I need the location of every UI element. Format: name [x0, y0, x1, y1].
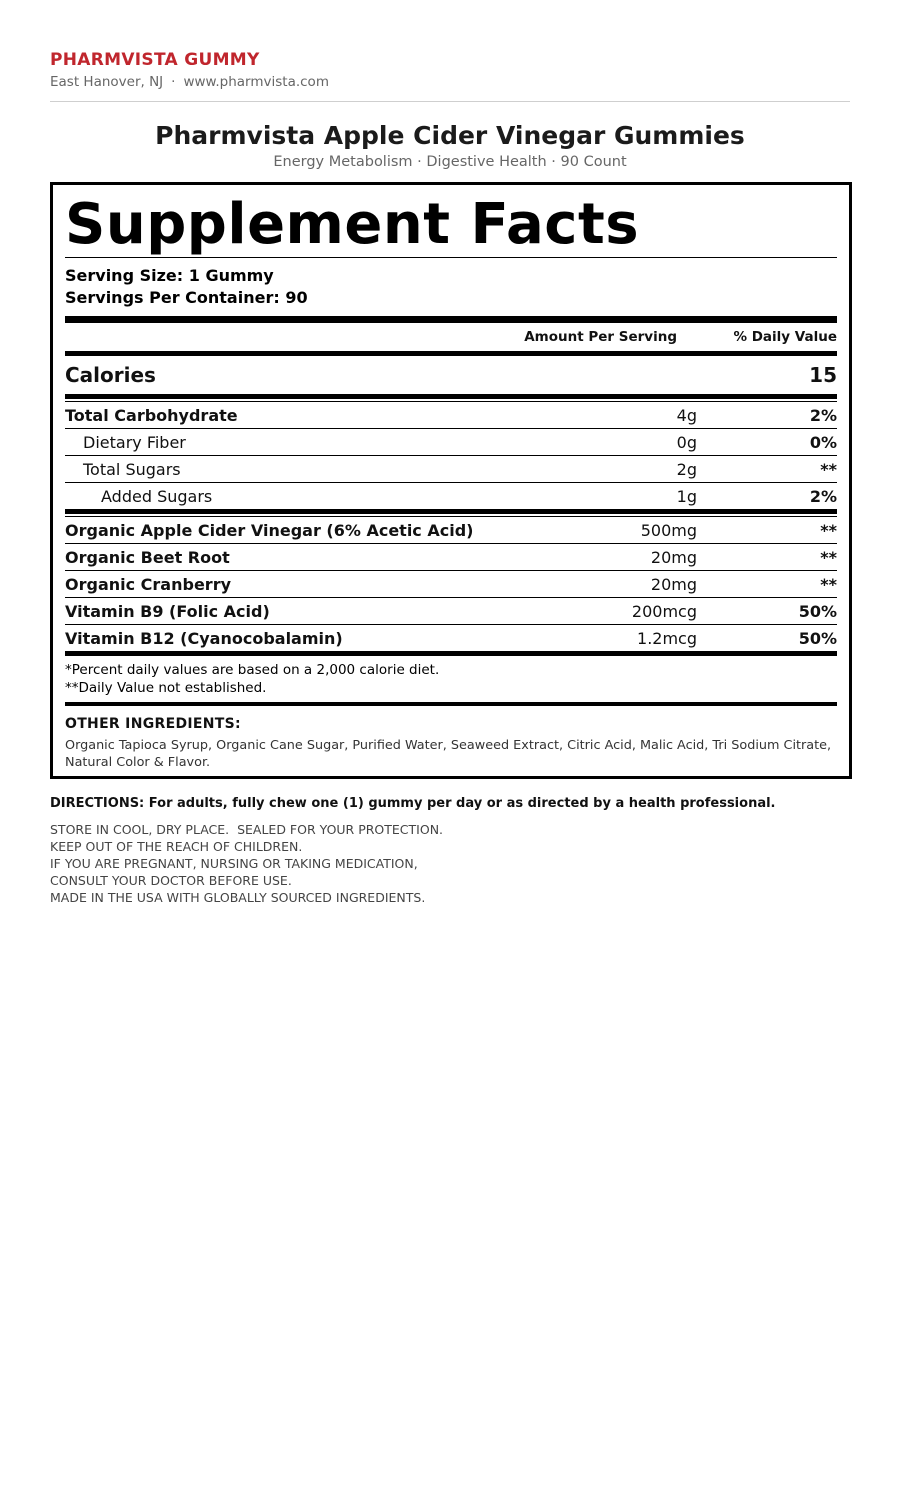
- warning-line: IF YOU ARE PREGNANT, NURSING OR TAKING MEDICATION,: [50, 856, 418, 871]
- brand-name: PHARMVISTA GUMMY: [50, 50, 260, 70]
- nutrient-name: Added Sugars: [101, 486, 213, 506]
- warning-line: KEEP OUT OF THE REACH OF CHILDREN.: [50, 839, 303, 854]
- calories-label: Calories: [65, 363, 156, 387]
- other-ingredients-heading: OTHER INGREDIENTS:: [65, 716, 241, 732]
- facts-title: Supplement Facts: [65, 192, 640, 257]
- nutrient-daily-value: 2%: [809, 405, 837, 425]
- brand-location: East Hanover, NJ: [50, 74, 164, 90]
- ingredient-row: [65, 517, 837, 543]
- ingredient-daily-value: **: [820, 520, 837, 540]
- nutrient-row: [65, 483, 837, 509]
- warning-line: STORE IN COOL, DRY PLACE. SEALED FOR YOUR PROTECTION.: [50, 822, 444, 837]
- ingredient-row: [65, 598, 837, 624]
- brand-subline: [50, 73, 850, 91]
- nutrient-row: [65, 429, 837, 455]
- brand-separator: ·: [171, 74, 176, 90]
- nutrient-daily-value: **: [820, 459, 837, 479]
- serving-size: Serving Size: 1 Gummy: [65, 266, 274, 285]
- nutrient-amount: 4g: [676, 405, 697, 425]
- footnote-daily-values: *Percent daily values are based on a 2,000 calorie diet.: [65, 662, 440, 678]
- ingredient-name: Organic Apple Cider Vinegar (6% Acetic Acid): [65, 520, 474, 540]
- warning-line: MADE IN THE USA WITH GLOBALLY SOURCED INGREDIENTS.: [50, 890, 426, 905]
- brand-header: [50, 50, 850, 91]
- brand-website: www.pharmvista.com: [183, 74, 329, 90]
- ingredient-daily-value: **: [820, 547, 837, 567]
- ingredient-amount: 1.2mcg: [637, 628, 697, 648]
- ingredient-amount: 20mg: [650, 574, 697, 594]
- nutrient-amount: 0g: [676, 432, 697, 452]
- ingredient-amount: 20mg: [650, 547, 697, 567]
- ingredient-name: Vitamin B9 (Folic Acid): [65, 601, 270, 621]
- servings-per-container: Servings Per Container: 90: [65, 288, 308, 307]
- product-subtitle: Energy Metabolism · Digestive Health · 90 Count: [273, 154, 627, 170]
- header-daily-value: % Daily Value: [733, 329, 837, 345]
- ingredient-name: Organic Cranberry: [65, 574, 232, 594]
- divider-thick: [65, 316, 837, 323]
- ingredient-row: [65, 571, 837, 597]
- warnings-block: [50, 821, 850, 906]
- calories-row: [65, 356, 837, 394]
- ingredient-amount: 500mg: [640, 520, 697, 540]
- nutrient-daily-value: 2%: [809, 486, 837, 506]
- warning-line: CONSULT YOUR DOCTOR BEFORE USE.: [50, 873, 292, 888]
- calories-value: 15: [809, 363, 837, 387]
- column-header-row: [65, 323, 837, 351]
- nutrient-row: [65, 456, 837, 482]
- footnotes: [65, 656, 837, 702]
- footnote-not-established: **Daily Value not established.: [65, 680, 267, 696]
- directions-text: DIRECTIONS: For adults, fully chew one (1) gummy per day or as directed by a health professional.: [50, 796, 776, 811]
- divider-medium: [65, 702, 837, 706]
- nutrient-name: Dietary Fiber: [83, 432, 186, 452]
- header-divider: [50, 101, 850, 102]
- ingredient-row: [65, 544, 837, 570]
- nutrient-name: Total Sugars: [83, 459, 181, 479]
- other-ingredients-text: Organic Tapioca Syrup, Organic Cane Sugar, Purified Water, Seaweed Extract, Citric Acid, Malic Acid, Tri Sodium Citrate, Natural Color & Flavor.: [65, 738, 832, 770]
- ingredient-row: [65, 625, 837, 651]
- ingredient-daily-value: **: [820, 574, 837, 594]
- ingredient-amount: 200mcg: [631, 601, 697, 621]
- ingredient-name: Vitamin B12 (Cyanocobalamin): [65, 628, 343, 648]
- product-heading: [50, 120, 850, 172]
- nutrient-row: [65, 402, 837, 428]
- nutrient-name: Total Carbohydrate: [65, 405, 238, 425]
- header-amount-per-serving: Amount Per Serving: [524, 329, 677, 345]
- nutrient-amount: 2g: [676, 459, 697, 479]
- ingredient-daily-value: 50%: [798, 628, 837, 648]
- supplement-facts-panel: [50, 182, 852, 779]
- nutrient-daily-value: 0%: [809, 432, 837, 452]
- nutrient-amount: 1g: [676, 486, 697, 506]
- ingredient-daily-value: 50%: [798, 601, 837, 621]
- ingredient-name: Organic Beet Root: [65, 547, 230, 567]
- product-title: Pharmvista Apple Cider Vinegar Gummies: [155, 121, 745, 150]
